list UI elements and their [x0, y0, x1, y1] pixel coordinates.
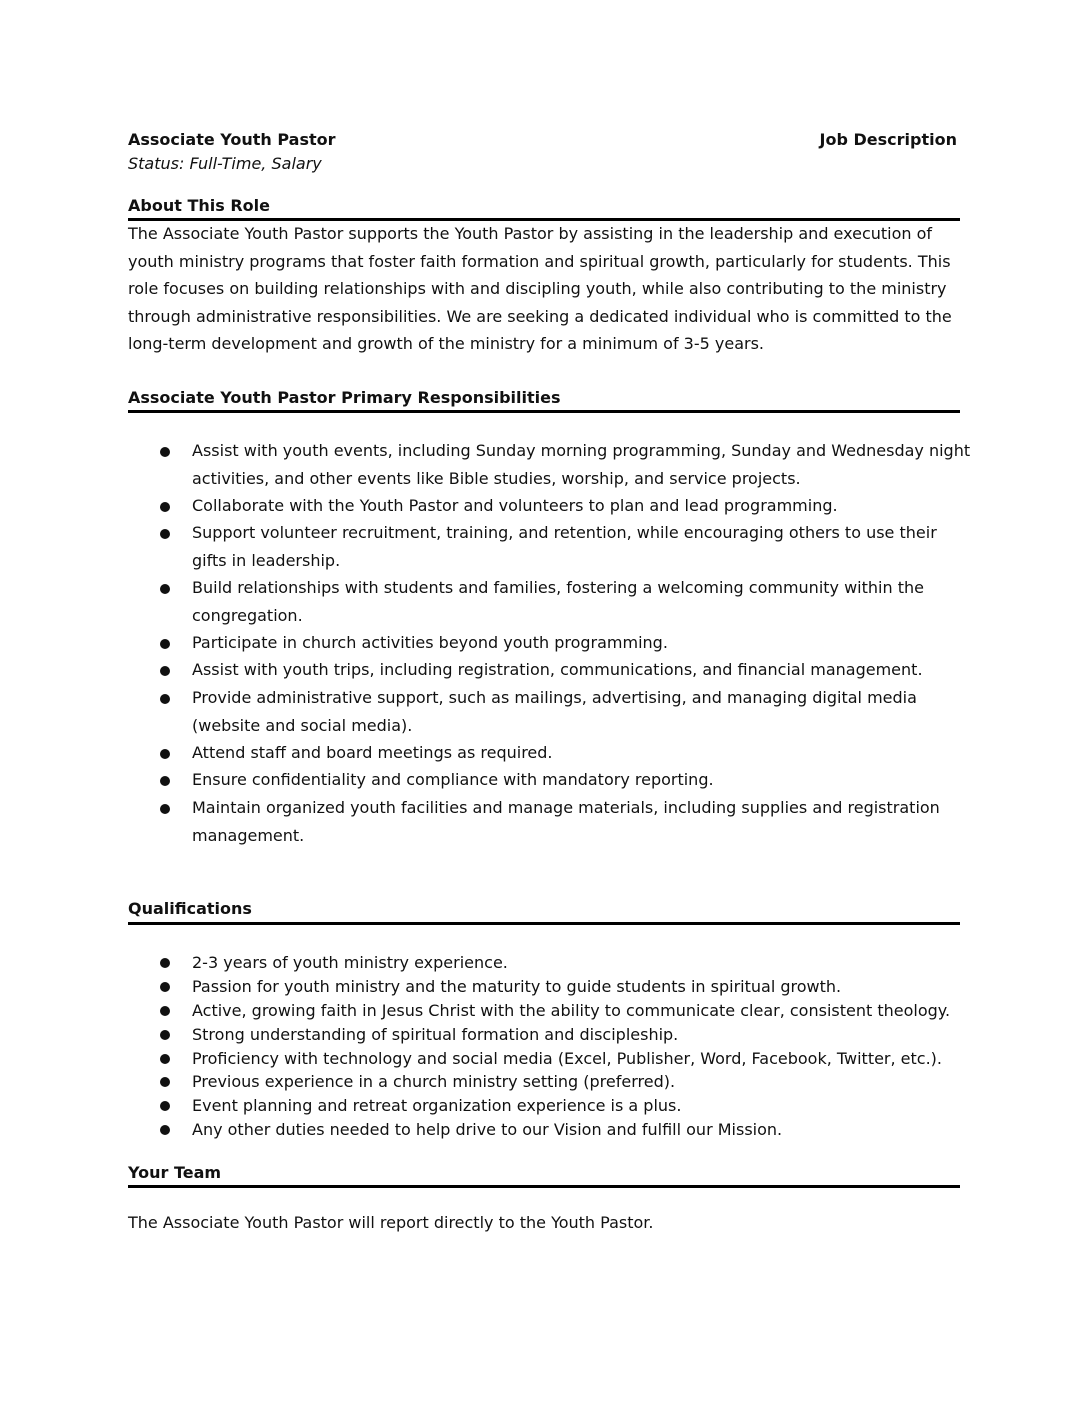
list-item-line: Ensure confidentiality and compliance with mandatory reporting.: [192, 770, 714, 789]
about-line: through administrative responsibilities. We are seeking a dedicated individual who is committed to the: [128, 306, 952, 326]
list-item-text: [192, 739, 960, 767]
about-line: role focuses on building relationships with and discipling youth, while also contributing to the ministry: [128, 279, 947, 298]
document-type-label: Job Description: [819, 130, 957, 149]
team-divider: [128, 1185, 960, 1188]
bullet-icon: [160, 1101, 170, 1111]
list-item-line: gifts in leadership.: [192, 550, 341, 570]
list-item-line: Provide administrative support, such as mailings, advertising, and managing digital media: [192, 688, 917, 707]
list-item-text: [192, 519, 960, 574]
bullet-icon: [160, 1054, 170, 1064]
list-item-text: Event planning and retreat organization experience is a plus.: [192, 1096, 682, 1115]
about-paragraph: [128, 220, 960, 358]
list-item-text: Previous experience in a church ministry setting (preferred).: [192, 1072, 676, 1091]
list-item-line: management.: [192, 825, 305, 845]
list-item-text: [192, 684, 960, 739]
bullet-icon: [160, 1077, 170, 1087]
bullet-icon: [160, 639, 170, 649]
list-item-line: Attend staff and board meetings as required.: [192, 743, 553, 762]
about-heading: About This Role: [128, 196, 270, 215]
list-item-text: [192, 794, 960, 849]
list-item-line: Build relationships with students and families, fostering a welcoming community within the: [192, 578, 924, 597]
list-item-text: Proficiency with technology and social media (Excel, Publisher, Word, Facebook, Twitter, etc.).: [192, 1049, 943, 1068]
list-item-text: 2-3 years of youth ministry experience.: [192, 953, 508, 972]
list-item-text: Strong understanding of spiritual formation and discipleship.: [192, 1025, 679, 1044]
list-item-text: Passion for youth ministry and the maturity to guide students in spiritual growth.: [192, 977, 842, 996]
bullet-icon: [160, 529, 170, 539]
bullet-icon: [160, 749, 170, 759]
qualifications-divider: [128, 922, 960, 925]
bullet-icon: [160, 666, 170, 676]
bullet-icon: [160, 584, 170, 594]
qualifications-heading: Qualifications: [128, 899, 252, 918]
bullet-icon: [160, 776, 170, 786]
bullet-icon: [160, 1125, 170, 1135]
list-item-line: Support volunteer recruitment, training, and retention, while encouraging others to use their: [192, 523, 937, 542]
list-item-line: congregation.: [192, 605, 303, 625]
list-item-line: Maintain organized youth facilities and manage materials, including supplies and registration: [192, 798, 940, 817]
about-line: youth ministry programs that foster faith formation and spiritual growth, particularly for students. This: [128, 251, 951, 271]
team-heading: Your Team: [128, 1163, 222, 1182]
team-text: The Associate Youth Pastor will report directly to the Youth Pastor.: [128, 1213, 654, 1232]
list-item-line: Assist with youth trips, including registration, communications, and financial management.: [192, 660, 923, 679]
list-item-line: Participate in church activities beyond youth programming.: [192, 633, 668, 652]
list-item-text: Any other duties needed to help drive to our Vision and fulfill our Mission.: [192, 1120, 783, 1139]
list-item-text: [192, 629, 960, 657]
bullet-icon: [160, 982, 170, 992]
bullet-icon: [160, 804, 170, 814]
bullet-icon: [160, 958, 170, 968]
list-item-text: [192, 766, 960, 794]
bullet-icon: [160, 694, 170, 704]
list-item-text: [192, 656, 960, 684]
list-item-line: activities, and other events like Bible studies, worship, and service projects.: [192, 468, 801, 488]
about-line: The Associate Youth Pastor supports the Youth Pastor by assisting in the leadership and execution of: [128, 224, 933, 243]
employment-status: Status: Full-Time, Salary: [128, 154, 322, 173]
bullet-icon: [160, 1030, 170, 1040]
bullet-icon: [160, 447, 170, 457]
list-item-text: [192, 574, 960, 629]
list-item-text: [192, 437, 971, 492]
responsibilities-divider: [128, 410, 960, 413]
bullet-icon: [160, 1006, 170, 1016]
job-title: Associate Youth Pastor: [128, 130, 336, 149]
list-item-line: Assist with youth events, including Sunday morning programming, Sunday and Wednesday night: [192, 441, 971, 460]
list-item-line: (website and social media).: [192, 715, 413, 735]
list-item-text: Active, growing faith in Jesus Christ with the ability to communicate clear, consistent theology.: [192, 1001, 951, 1020]
about-line: long-term development and growth of the ministry for a minimum of 3-5 years.: [128, 334, 765, 353]
list-item-text: [192, 492, 960, 520]
list-item-line: Collaborate with the Youth Pastor and volunteers to plan and lead programming.: [192, 496, 838, 515]
responsibilities-heading: Associate Youth Pastor Primary Responsibilities: [128, 388, 561, 407]
bullet-icon: [160, 502, 170, 512]
